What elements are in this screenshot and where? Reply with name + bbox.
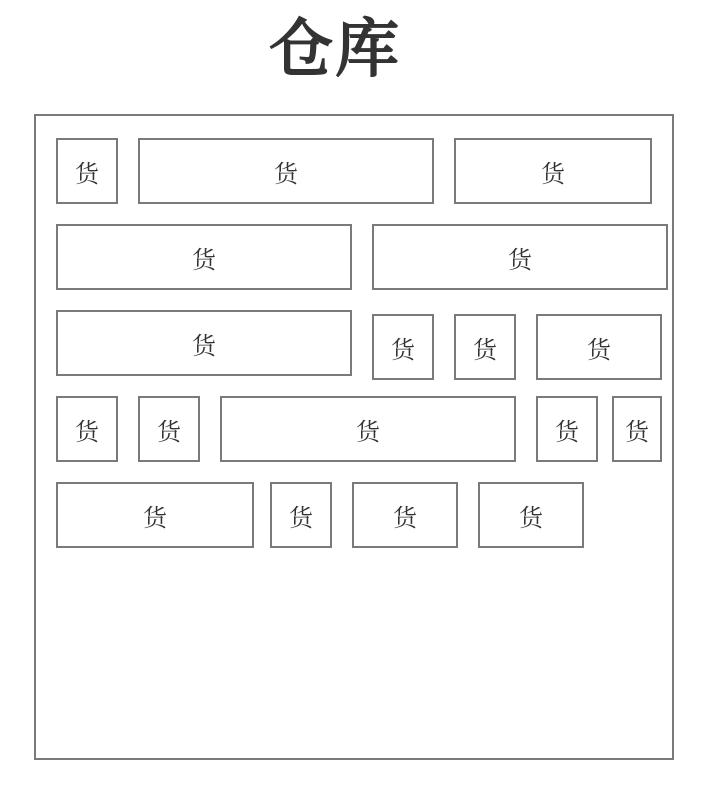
warehouse-row	[36, 482, 672, 548]
warehouse-row	[36, 396, 672, 462]
goods-item: 货	[478, 482, 584, 548]
goods-item: 货	[372, 314, 434, 380]
warehouse-row	[36, 224, 672, 290]
goods-item: 货	[454, 314, 516, 380]
goods-item: 货	[612, 396, 662, 462]
warehouse-row	[36, 310, 672, 376]
goods-item: 货	[56, 224, 352, 290]
goods-item: 货	[372, 224, 668, 290]
goods-item: 货	[270, 482, 332, 548]
goods-item: 货	[536, 396, 598, 462]
goods-item: 货	[56, 396, 118, 462]
page-title: 仓库	[269, 13, 401, 87]
goods-item: 货	[536, 314, 662, 380]
goods-item: 货	[138, 138, 434, 204]
goods-item: 货	[454, 138, 652, 204]
goods-item: 货	[220, 396, 516, 462]
goods-item: 货	[56, 482, 254, 548]
warehouse-container	[34, 114, 674, 760]
goods-item: 货	[56, 310, 352, 376]
warehouse-row	[36, 138, 672, 204]
goods-item: 货	[56, 138, 118, 204]
goods-item: 货	[138, 396, 200, 462]
goods-item: 货	[352, 482, 458, 548]
